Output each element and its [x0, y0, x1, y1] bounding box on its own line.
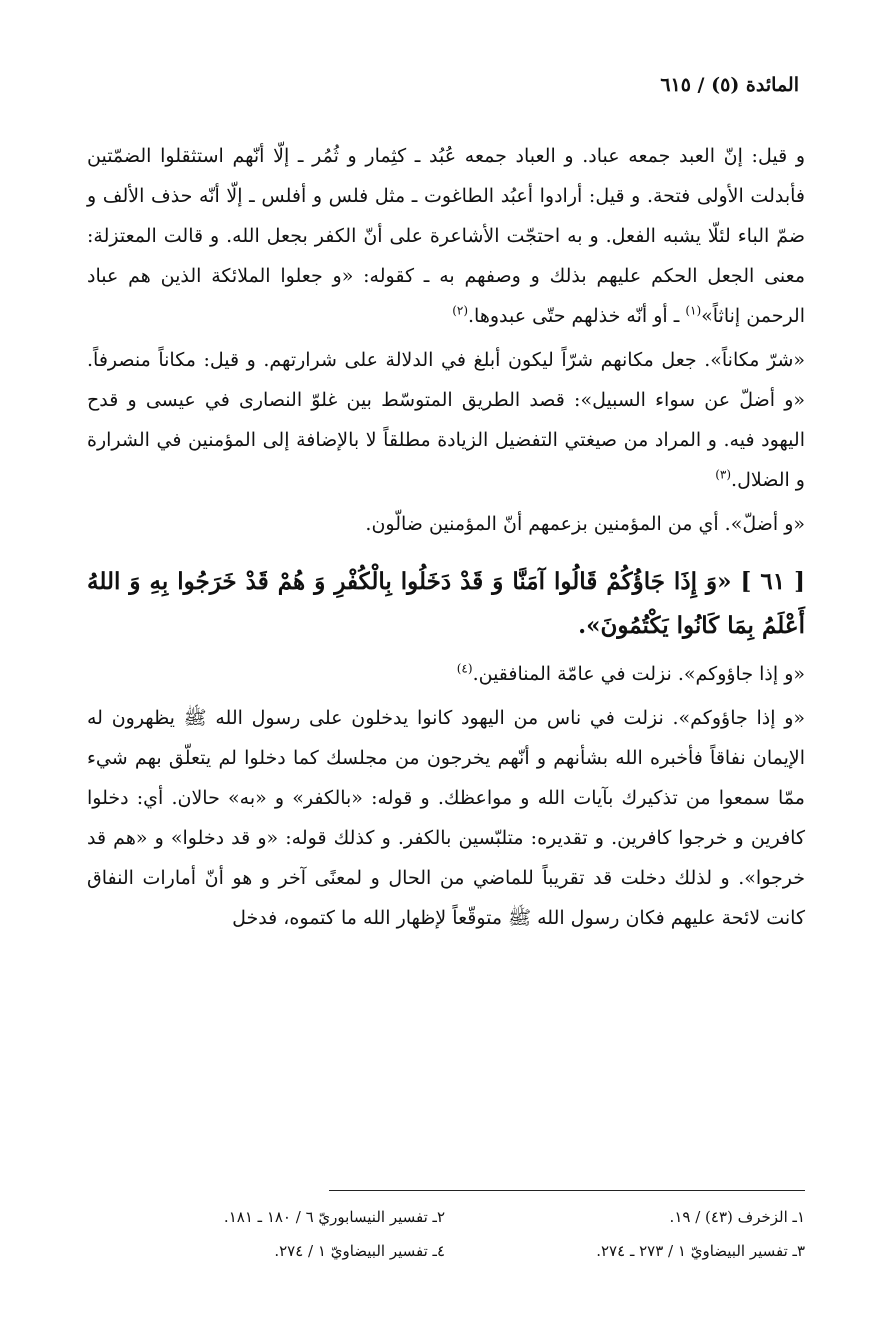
- paragraph-4-text: «و إذا جاؤوكم». نزلت في عامّة المنافقين.: [472, 663, 805, 685]
- footnote-2: ٢ـ تفسير النيسابوريّ ٦ / ١٨٠ ـ ١٨١.: [223, 1208, 445, 1226]
- quran-verse-text: [ ٦١ ] «وَ إِذَا جَاؤُكُمْ قَالُوا آمَنَّا وَ قَدْ دَخَلُوا بِالْكُفْرِ وَ هُمْ قَدْ خَرَجُوا بِهِ وَ اللهُ أَعْلَمُ بِمَا كَانُوا يَكْتُمُونَ».: [87, 568, 805, 639]
- paragraph-2: [87, 340, 805, 500]
- paragraph-3-text: «و أضلّ». أي من المؤمنين بزعمهم أنّ المؤمنين ضالّون.: [365, 513, 805, 535]
- paragraph-1-text: و قيل: إنّ العبد جمعه عباد. و العباد جمعه عُبُد ـ كثِمار و ثُمُر ـ إلّا أنّهم استثقلوا الضمّتين فأبدلت الأولى فتحة. و قيل: أرادوا أعبُد الطاغوت ـ مثل فلس و أفلس ـ إلّا أنّه حذف الألف و ضمّ الباء لئلّا يشبه الفعل. و به احتجّت الأشاعرة على أنّ الكفر بجعل الله. و قالت المعتزلة: معنى الجعل الحكم عليهم بذلك و وصفهم به ـ كقوله: «و جعلوا الملائكة الذين هم عباد الرحمن إناثاً»: [87, 145, 805, 327]
- footnote-divider: [329, 1190, 805, 1191]
- footnotes: [87, 1200, 805, 1268]
- paragraph-2-text: «شرّ مكاناً». جعل مكانهم شرّاً ليكون أبلغ في الدلالة على شرارتهم. و قيل: مكاناً منصرفاً. «و أضلّ عن سواء السبيل»: قصد الطريق المتوسّط بين غلوّ النصارى في عيسى و قدح اليهود فيه. و المراد من صيغتي التفضيل الزيادة مطلقاً لا بالإضافة إلى المؤمنين في الشرارة و الضلال.: [87, 349, 805, 491]
- running-header: المائدة (٥) / ٦١٥: [660, 74, 799, 96]
- paragraph-5: [87, 698, 805, 938]
- footnote-ref-2: (٢): [452, 303, 469, 318]
- paragraph-3: [87, 504, 805, 544]
- paragraph-4: [87, 654, 805, 694]
- paragraph-1: [87, 136, 805, 336]
- main-text: [87, 136, 805, 938]
- footnote-ref-3: (٣): [715, 467, 732, 482]
- footnote-4: ٤ـ تفسير البيضاويّ ١ / ٢٧٤.: [274, 1242, 445, 1260]
- quran-verse: [87, 560, 805, 648]
- footnote-ref-4: (٤): [456, 661, 473, 676]
- footnote-ref-1: (١): [685, 303, 702, 318]
- footnote-3: ٣ـ تفسير البيضاويّ ١ / ٢٧٣ ـ ٢٧٤.: [596, 1242, 805, 1260]
- paragraph-5-text: «و إذا جاؤوكم». نزلت في ناس من اليهود كانوا يدخلون على رسول الله ﷺ يظهرون له الإيمان نفاقاً فأخبره الله بشأنهم و أنّهم يخرجون من مجلسك كما دخلوا لم يتعلّق بهم شيء ممّا سمعوا من تذكيرك بآيات الله و مواعظك. و قوله: «بالكفر» و «به» حالان. أي: دخلوا كافرين و خرجوا كافرين. و تقديره: متلبّسين بالكفر. و كذلك قوله: «و قد دخلوا» و «هم قد خرجوا». و لذلك دخلت قد تقريباً للماضي من الحال و لمعنًى آخر و هو أنّ أمارات النفاق كانت لائحة عليهم فكان رسول الله ﷺ متوقّعاً لإظهار الله ما كتموه، فدخل: [87, 707, 805, 929]
- paragraph-1-text-b: ـ أو أنّه خذلهم حتّى عبدوها.: [468, 305, 686, 327]
- footnote-1: ١ـ الزخرف (٤٣) / ١٩.: [669, 1208, 805, 1226]
